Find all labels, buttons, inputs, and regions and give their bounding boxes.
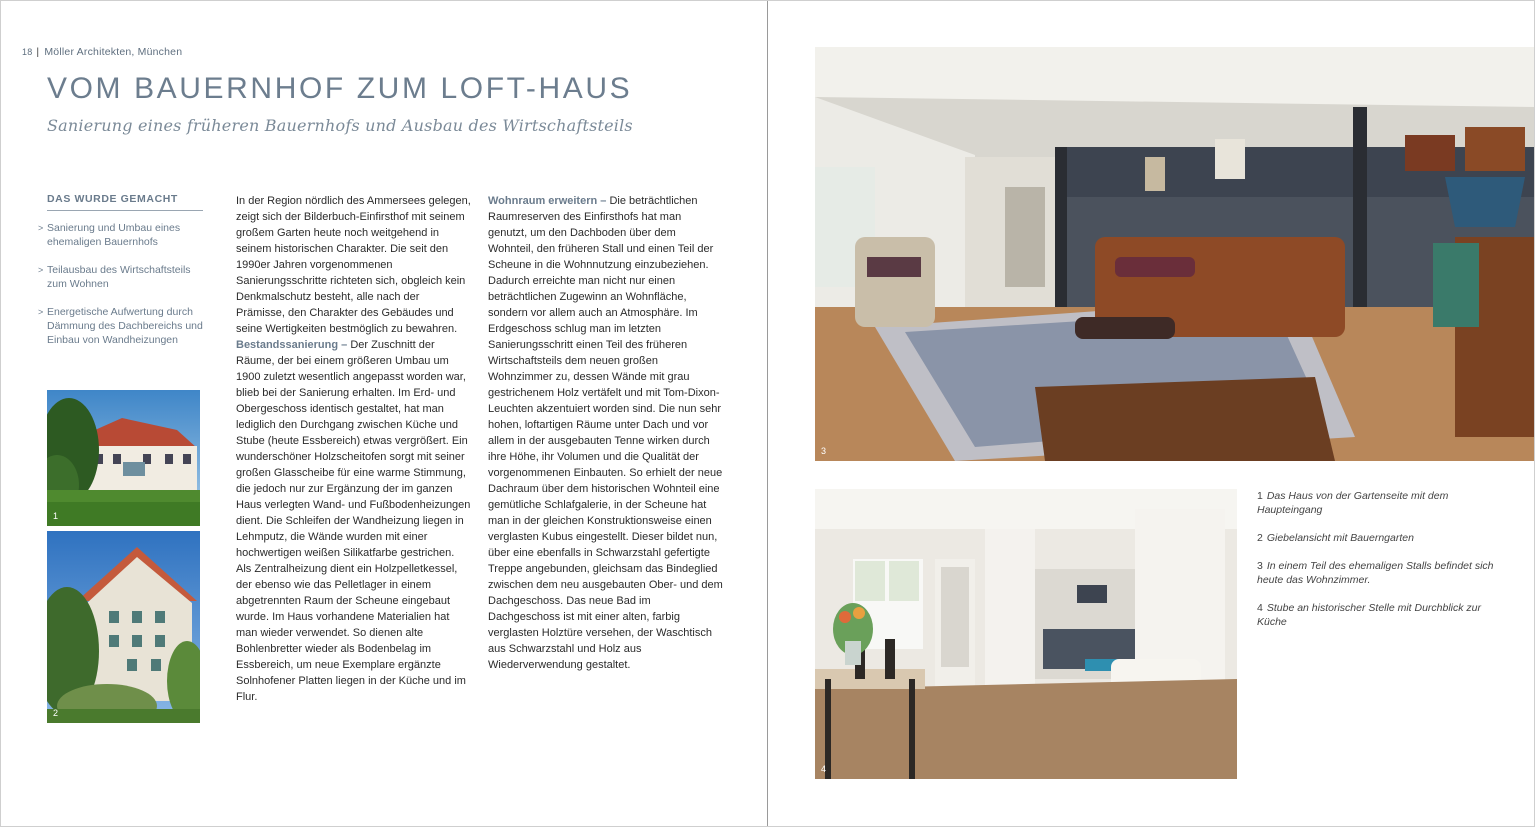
page-subtitle: Sanierung eines früheren Bauernhofs und Ausbau des Wirtschaftsteils bbox=[47, 116, 633, 135]
section-wohnraum-erweitern: Wohnraum erweitern – Die beträchtlichen Raumreserven des Einfirsthofs hat man genutzt, um den Dachboden über dem Wohnteil, den früheren Stall und einen Teil der Scheune in die Wohnnutzung einzubeziehen. Dadurch erreichte man nicht nur einen beträchtlichen Zugewinn an Wohnfläche, sondern vor allem auch an Atmosphäre. Im Erdgeschoss schlug man im letzten Sanierungsschritt einen Teil des früheren Wirtschaftsteils dem neuen großen Wohnzimmer zu, dessen Wände mit grau gestrichenem Holz vertäfelt und mit Tom-Dixon-Leuchten akzentuiert worden sind. Die nun sehr hohen, loftartigen Räume unter Dach und vor allem in der ausgebauten Tenne wirken durch ihre Höhe, ihr Volumen und die Qualität der vorgenommenen Einbauten. So erhielt der neue Dachraum über dem historischen Wohnteil eine gemütliche Schlafgalerie, in der Scheune hat man in der gleichen Konstruktionsweise einen verglasten Kubus eingestellt. Dieser bildet nun, über eine ebenfalls in Schwarzstahl gefertigte Treppe angebunden, gleichsam das Bindeglied zwischen dem neu ausgebauten Ober- und dem Dachgeschoss. Das neue Bad im Dachgeschoss ist mit einer alten, farbig verglasten Holztüre versehen, der Waschtisch aus Schwarzstahl und Holz aus Wiederverwendung gestaltet. bbox=[488, 195, 723, 671]
summary-list bbox=[38, 221, 203, 347]
body-column-2 bbox=[488, 193, 723, 673]
photo-number: 3 bbox=[821, 446, 827, 456]
chevron-right-icon: > bbox=[38, 265, 44, 275]
page-title: VOM BAUERNHOF ZUM LOFT-HAUS bbox=[47, 72, 633, 105]
sidebar-heading: DAS WURDE GEMACHT bbox=[47, 193, 203, 211]
living-room-image bbox=[815, 47, 1535, 461]
section-name: Möller Architekten, München bbox=[44, 46, 183, 58]
house-garden-image bbox=[47, 390, 200, 526]
body-column-1 bbox=[236, 193, 471, 705]
chevron-right-icon: > bbox=[38, 307, 44, 317]
chevron-right-icon: > bbox=[38, 223, 44, 233]
summary-item: > Teilausbau des Wirtschaftsteils zum Wohnen bbox=[38, 264, 191, 290]
photo-living-room bbox=[815, 47, 1535, 461]
caption-3: 3 In einem Teil des ehemaligen Stalls befindet sich heute das Wohnzimmer. bbox=[1257, 560, 1494, 586]
section-lead: Bestandssanierung – bbox=[236, 339, 348, 351]
page-number: 18 bbox=[22, 47, 33, 57]
photo-number: 2 bbox=[53, 708, 59, 718]
caption-1: 1 Das Haus von der Gartenseite mit dem Haupteingang bbox=[1257, 490, 1449, 516]
summary-sidebar bbox=[38, 193, 203, 361]
photo-number: 4 bbox=[821, 764, 827, 774]
photo-house-garden-side bbox=[47, 390, 200, 526]
right-page bbox=[768, 0, 1535, 827]
section-lead: Wohnraum erweitern – bbox=[488, 195, 607, 207]
gable-image bbox=[47, 531, 200, 723]
photo-gable-view bbox=[47, 531, 200, 723]
running-head bbox=[22, 46, 182, 58]
section-bestandssanierung: Bestandssanierung – Der Zuschnitt der Räume, der bei einem größeren Umbau um 1900 zuletzt wesentlich angepasst worden war, blieb bei der Sanierung erhalten. Im Erd- und Obergeschoss identisch gestaltet, hat man lediglich den Durchgang zwischen Küche und Stube (heute Essbereich) etwas vergrößert. Ein wunderschöner Holzscheitofen sorgt mit seiner großen Glasscheibe für eine warme Stimmung, die jedoch nur zur Ergänzung der im ganzen Haus verlegten Wand- und Fußbodenheizungen dient. Die Schleifen der Wandheizung liegen in Lehmputz, die Wände wurden mit einer hochwertigen weißen Silikatfarbe gestrichen. Als Zentralheizung dient ein Holzpelletkessel, der ebenso wie das Pelletlager in einem abgetrennten Raum der Scheune eingebaut wurde. Im Haus vorhandene Materialien hat man wieder verwendet. So dienen alte Bohlenbretter wieder als Bodenbelag im Essbereich, um neue Exemplare ergänzte Solnhofener Platten liegen in der Küche und im Flur. bbox=[236, 339, 471, 703]
intro-paragraph: In der Region nördlich des Ammersees gelegen, zeigt sich der Bilderbuch-Einfirsthof mit seinem großem Garten heute noch weitgehend in seinem historischen Charakter. Die seit den 1990er Jahren vorgenommenen Sanierungsschritte richteten sich, obgleich kein Denkmalschutz besteht, alle nach der Prämisse, den Charakter des Gebäudes und seine Wertigkeiten bestmöglich zu bewahren. bbox=[236, 195, 471, 335]
running-head-separator: | bbox=[36, 46, 40, 58]
summary-item: > Sanierung und Umbau eines ehemaligen Bauernhofs bbox=[38, 222, 181, 248]
caption-4: 4 Stube an historischer Stelle mit Durchblick zur Küche bbox=[1257, 602, 1482, 628]
stube-image bbox=[815, 489, 1237, 779]
photo-number: 1 bbox=[53, 511, 59, 521]
summary-item: > Energetische Aufwertung durch Dämmung des Dachbereichs und Einbau von Wandheizungen bbox=[38, 306, 203, 346]
caption-2: 2 Giebelansicht mit Bauerngarten bbox=[1257, 532, 1414, 544]
left-page bbox=[0, 0, 767, 827]
photo-captions bbox=[1257, 489, 1497, 643]
photo-stube-kitchen bbox=[815, 489, 1237, 779]
